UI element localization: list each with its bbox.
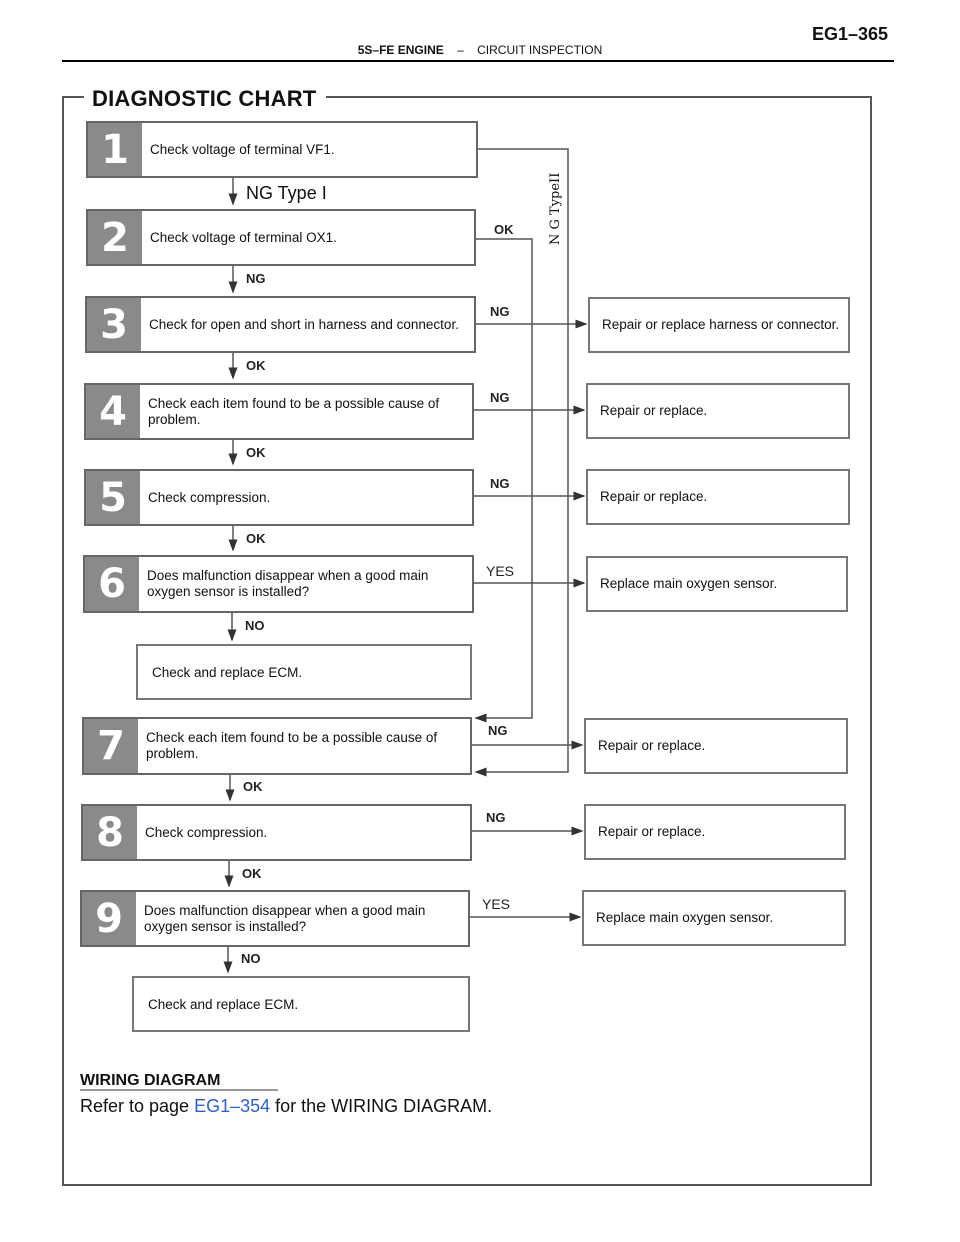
result-box-6: Replace main oxygen sensor.	[586, 556, 848, 612]
ng-label: NG	[246, 271, 266, 286]
wiring-text-before: Refer to page	[80, 1096, 195, 1116]
ok-label: OK	[242, 866, 262, 881]
ok-label: OK	[243, 779, 263, 794]
result-box-5: Repair or replace.	[586, 469, 850, 525]
step-number: 2	[88, 211, 142, 264]
section-name: 5S–FE ENGINE	[357, 43, 444, 57]
result-box-4: Repair or replace.	[586, 383, 850, 439]
subsection-name: CIRCUIT INSPECTION	[477, 43, 603, 57]
step-text: Check compression.	[148, 489, 271, 505]
step-number: 5	[86, 471, 140, 524]
step-number: 1	[88, 123, 142, 176]
result-box-8: Repair or replace.	[584, 804, 846, 860]
wiring-page-link[interactable]: EG1–354	[194, 1096, 271, 1116]
step-text: Does malfunction disappear when a good main oxygen sensor is installed?	[144, 902, 426, 934]
step-3-box	[85, 296, 476, 353]
ecm-box-2: Check and replace ECM.	[132, 976, 470, 1032]
step-7-box	[82, 717, 472, 775]
step-number: 6	[85, 557, 139, 611]
step-text: Check for open and short in harness and connector.	[149, 316, 459, 332]
ng-label: NG	[486, 810, 506, 825]
step-number: 3	[87, 298, 141, 351]
step-number: 9	[82, 892, 136, 945]
ng-label: NG	[490, 390, 510, 405]
header-separator: –	[457, 43, 464, 57]
no-label: NO	[245, 618, 265, 633]
step-8-box	[81, 804, 472, 861]
ok-label: OK	[246, 358, 266, 373]
wiring-heading-rule	[80, 1089, 278, 1091]
step-4-box	[84, 383, 474, 440]
ng-label: NG	[490, 476, 510, 491]
ng-type1-label: NG Type I	[246, 183, 327, 203]
page-number: EG1–365	[811, 24, 888, 44]
chart-title: DIAGNOSTIC CHART	[92, 86, 317, 111]
step-number: 8	[83, 806, 137, 859]
step-2-box	[86, 209, 476, 266]
yes-label: YES	[486, 563, 515, 579]
step-1-box	[86, 121, 478, 178]
step-text: Check voltage of terminal VF1.	[150, 141, 335, 157]
result-box-3: Repair or replace harness or connector.	[588, 297, 850, 353]
step-text: Check voltage of terminal OX1.	[150, 229, 337, 245]
ok-label: OK	[246, 531, 266, 546]
wiring-heading: WIRING DIAGRAM	[80, 1072, 221, 1089]
result-box-7: Repair or replace.	[584, 718, 848, 774]
step-9-box	[80, 890, 470, 947]
step-5-box	[84, 469, 474, 526]
ecm-box-1: Check and replace ECM.	[136, 644, 472, 700]
ng-type2-label: N G TypeII	[548, 172, 563, 245]
ng-label: NG	[488, 723, 508, 738]
ok-label: OK	[494, 222, 514, 237]
step-text: Check each item found to be a possible cause of problem.	[148, 395, 440, 427]
yes-label: YES	[482, 896, 511, 912]
step-text: Does malfunction disappear when a good main oxygen sensor is installed?	[147, 568, 429, 599]
step-text: Check each item found to be a possible cause of problem.	[146, 730, 438, 761]
wiring-reference	[80, 1096, 492, 1117]
step-number: 7	[84, 719, 138, 773]
step-number: 4	[86, 385, 140, 438]
ok-label: OK	[246, 445, 266, 460]
result-box-9: Replace main oxygen sensor.	[582, 890, 846, 946]
wiring-text-after: for the WIRING DIAGRAM.	[270, 1096, 493, 1116]
ng-label: NG	[490, 304, 510, 319]
step-text: Check compression.	[145, 824, 268, 840]
step-6-box	[83, 555, 474, 613]
no-label: NO	[241, 951, 261, 966]
